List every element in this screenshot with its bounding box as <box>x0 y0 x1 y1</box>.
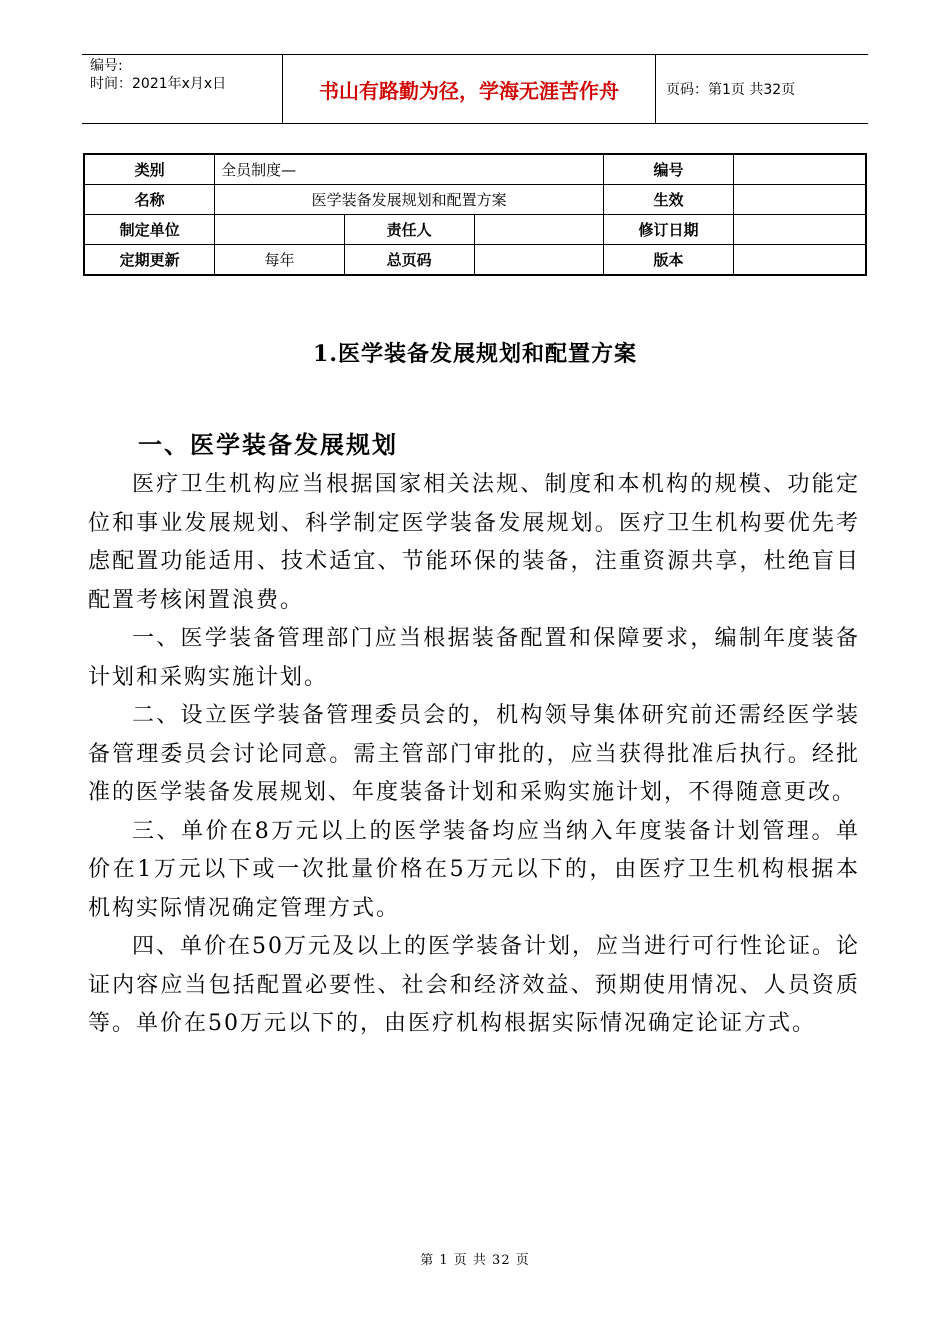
document-title: 1.医学装备发展规划和配置方案 <box>313 341 637 367</box>
update-label: 定期更新 <box>84 245 215 276</box>
update-value: 每年 <box>215 245 345 276</box>
version-value <box>733 245 866 276</box>
responsible-label: 责任人 <box>344 215 474 245</box>
number-label: 编号: <box>90 58 123 74</box>
document-body <box>88 466 860 1044</box>
unit-value <box>215 215 345 245</box>
category-value: 全员制度— <box>215 154 604 185</box>
paragraph: 四、单价在50万元及以上的医学装备计划，应当进行可行性论证。论证内容应当包括配置必要性、社会和经济效益、预期使用情况、人员资质等。单价在50万元以下的，由医疗机构根据实际情况确定论证方式。 <box>88 934 860 1036</box>
total-pages-value <box>474 245 604 276</box>
name-value: 医学装备发展规划和配置方案 <box>215 185 604 215</box>
paragraph: 二、设立医学装备管理委员会的，机构领导集体研究前还需经医学装备管理委员会讨论同意。需主管部门审批的，应当获得批准后执行。经批准的医学装备发展规划、年度装备计划和采购实施计划，不得随意更改。 <box>88 703 860 805</box>
time-label: 时间：2021年x月x日 <box>90 76 227 92</box>
table-row <box>84 215 866 245</box>
effective-value <box>733 185 866 215</box>
responsible-value <box>474 215 604 245</box>
effective-label: 生效 <box>604 185 734 215</box>
name-label: 名称 <box>84 185 215 215</box>
table-row <box>84 185 866 215</box>
version-label: 版本 <box>604 245 734 276</box>
header-meta <box>90 57 226 93</box>
header-motto: 书山有路勤为径，学海无涯苦作舟 <box>282 55 656 123</box>
revision-date-value <box>733 215 866 245</box>
paragraph: 三、单价在8万元以上的医学装备均应当纳入年度装备计划管理。单价在1万元以下或一次批量价格在5万元以下的，由医疗卫生机构根据本机构实际情况确定管理方式。 <box>88 818 860 921</box>
total-pages-label: 总页码 <box>344 245 474 276</box>
header-page-code: 页码：第1页 共32页 <box>666 82 796 98</box>
paragraph: 一、医学装备管理部门应当根据装备配置和保障要求，编制年度装备计划和采购实施计划。 <box>88 626 860 690</box>
unit-label: 制定单位 <box>84 215 215 245</box>
section-heading: 一、医学装备发展规划 <box>138 430 398 459</box>
doc-number-value <box>733 154 866 185</box>
category-label: 类别 <box>84 154 215 185</box>
doc-number-label: 编号 <box>604 154 734 185</box>
info-table <box>83 153 867 276</box>
page-header <box>82 54 868 124</box>
table-row <box>84 154 866 185</box>
table-row <box>84 245 866 276</box>
paragraph: 医疗卫生机构应当根据国家相关法规、制度和本机构的规模、功能定位和事业发展规划、科学制定医学装备发展规划。医疗卫生机构要优先考虑配置功能适用、技术适宜、节能环保的装备，注重资源共享，杜绝盲目配置考核闲置浪费。 <box>88 472 860 613</box>
page-footer: 第 1 页 共 32 页 <box>420 1253 530 1268</box>
revision-date-label: 修订日期 <box>604 215 734 245</box>
